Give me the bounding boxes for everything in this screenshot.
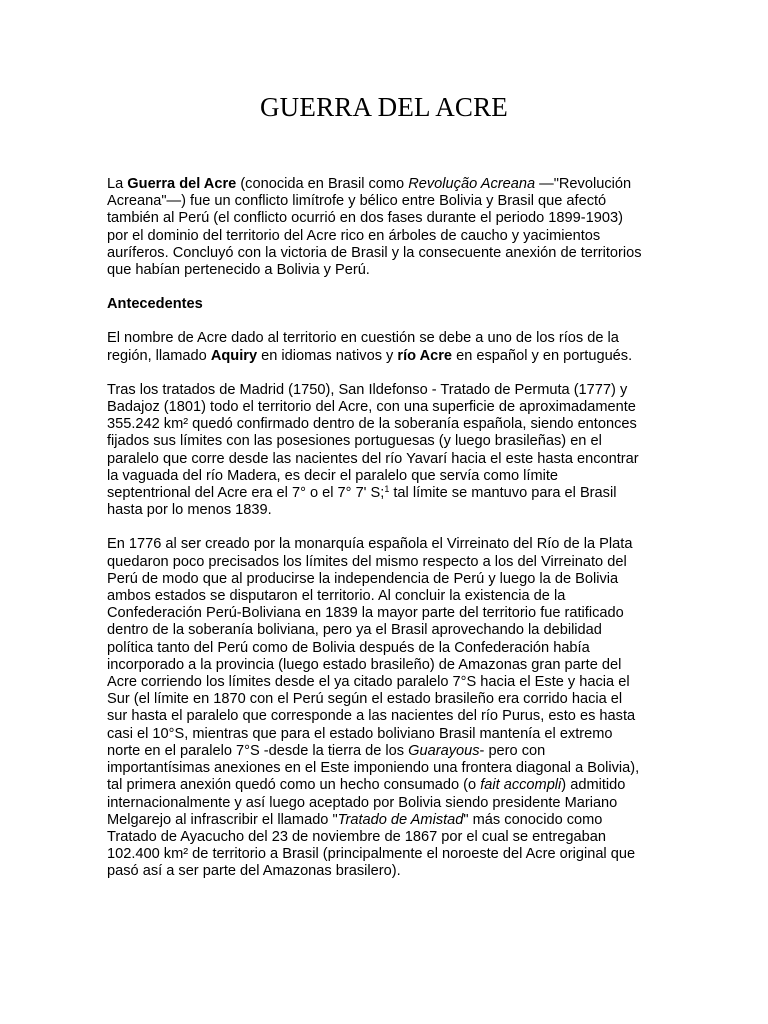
- text-line: hasta por lo menos 1839.: [107, 502, 272, 519]
- text-run: La: [107, 176, 128, 192]
- text-run: región, llamado: [107, 347, 211, 364]
- text-run: - pero con: [479, 742, 546, 759]
- text-line: Tras los tratados de Madrid (1750), San Ildefonso - Tratado de Permuta (1777) y: [107, 381, 628, 398]
- text-line: también al Perú (el conflicto ocurrió en dos fases durante el periodo 1899-1903): [107, 210, 623, 227]
- text-run: ) admitido: [561, 777, 626, 794]
- text-line: política tanto del Perú como de Bolivia después de la Confederación había: [107, 639, 590, 656]
- text-run: septentrional del Acre era el 7° o el 7° 7' S;: [107, 485, 385, 502]
- text-run: en español y en portugués.: [452, 347, 633, 364]
- intro-paragraph: [107, 176, 667, 279]
- text-line: incorporado a la provincia (luego estado brasileño) de Amazonas gran parte del: [107, 656, 622, 673]
- text-line: que habían pertenecido a Bolivia y Perú.: [107, 262, 370, 279]
- italic-term: fait accompli: [480, 777, 562, 794]
- text-line: dentro de la soberanía boliviana, pero ya el Brasil aprovechando la debilidad: [107, 622, 602, 639]
- text-line: [107, 485, 667, 502]
- bold-term: Aquiry: [210, 347, 258, 364]
- text-line: fijados sus límites con las posesiones portuguesas (y luego brasileñas) en el: [107, 433, 602, 450]
- text-line: [107, 777, 667, 794]
- text-line: Tratado de Ayacucho del 23 de noviembre de 1867 por el cual se entregaban: [107, 828, 606, 845]
- text-line: Sur (el límite en 1870 con el Perú según el estado brasileño era corrido hacia el: [107, 691, 623, 708]
- text-run: tal primera anexión quedó como un hecho consumado (o: [107, 777, 481, 794]
- italic-term: Revolução Acreana: [408, 176, 536, 192]
- text-line: Acreana"—) fue un conflicto limítrofe y bélico entre Bolivia y Brasil que afectó: [107, 193, 607, 210]
- paragraph-viceroyalty: [107, 536, 667, 880]
- paragraph-treaties: [107, 382, 667, 520]
- text-line: Confederación Perú-Boliviana en 1839 la mayor parte del territorio fue ratificado: [107, 605, 624, 622]
- text-run: (conocida en Brasil como: [236, 176, 409, 192]
- text-line: Badajoz (1801) todo el territorio del Acre, con una superficie de aproximadamente: [107, 399, 636, 416]
- text-run: —"Revolución: [535, 176, 632, 192]
- bold-term: Guerra del Acre: [127, 176, 237, 192]
- text-line: internacionalmente y así luego aceptado por Bolivia siendo presidente Mariano: [107, 794, 618, 811]
- paragraph-name-origin: [107, 330, 667, 364]
- text-line: [107, 176, 667, 193]
- section-heading: Antecedentes: [107, 296, 203, 313]
- document-body: [107, 176, 667, 898]
- text-run: Melgarejo al infrascribir el llamado ": [107, 811, 338, 828]
- text-line: [107, 743, 667, 760]
- text-line: ambos estados se disputaron el territorio. Al concluir la existencia de la: [107, 588, 566, 605]
- document-title: GUERRA DEL ACRE: [259, 92, 509, 122]
- text-line: Perú de modo que al producirse la independencia de Perú y luego la de Bolivia: [107, 570, 619, 587]
- text-line: 102.400 km² de territorio a Brasil (principalmente el noroeste del Acre original que: [107, 846, 636, 863]
- text-line: quedaron poco precisados los límites del mismo respecto a los del Virreinato del: [107, 553, 627, 570]
- footnote-marker: 1: [384, 484, 390, 495]
- text-line: En 1776 al ser creado por la monarquía española el Virreinato del Río de la Plata: [107, 536, 633, 553]
- italic-term: Tratado de Amistad: [337, 811, 464, 828]
- text-line: casi el 10°S, mientras que para el estado boliviano Brasil mantenía el extremo: [107, 725, 613, 742]
- text-run: tal límite se mantuvo para el Brasil: [389, 485, 617, 502]
- text-line: la vaguada del río Madera, es decir el paralelo que servía como límite: [107, 467, 559, 484]
- text-line: auríferos. Concluyó con la victoria de Brasil y la consecuente anexión de territorios: [107, 244, 642, 261]
- text-line: [107, 812, 667, 829]
- text-line: por el dominio del territorio del Acre rico en árboles de caucho y yacimientos: [107, 227, 601, 244]
- text-line: sur hasta el paralelo que corresponde a las nacientes del río Purus, esto es hasta: [107, 708, 636, 725]
- text-line: paralelo que corre desde las nacientes del río Yavarí hacia el este hasta encontrar: [107, 450, 639, 467]
- text-line: Acre corriendo los límites desde el ya citado paralelo 7°S hacia el Este y hacia el: [107, 674, 630, 691]
- text-line: pasó así a ser parte del Amazonas brasilero).: [107, 863, 401, 880]
- text-run: " más conocido como: [463, 811, 603, 828]
- italic-term: Guarayous: [408, 742, 480, 759]
- text-line: importantísimas anexiones en el Este imponiendo una frontera diagonal a Bolivia),: [107, 760, 640, 777]
- text-line: El nombre de Acre dado al territorio en cuestión se debe a uno de los ríos de la: [107, 330, 619, 347]
- text-run: norte en el paralelo 7°S -desde la tierra de los: [107, 742, 409, 759]
- text-run: en idiomas nativos y: [257, 347, 398, 364]
- text-line: 355.242 km² quedó confirmado dentro de la soberanía española, siendo entonces: [107, 416, 637, 433]
- bold-term: río Acre: [397, 347, 453, 364]
- text-line: [107, 348, 667, 365]
